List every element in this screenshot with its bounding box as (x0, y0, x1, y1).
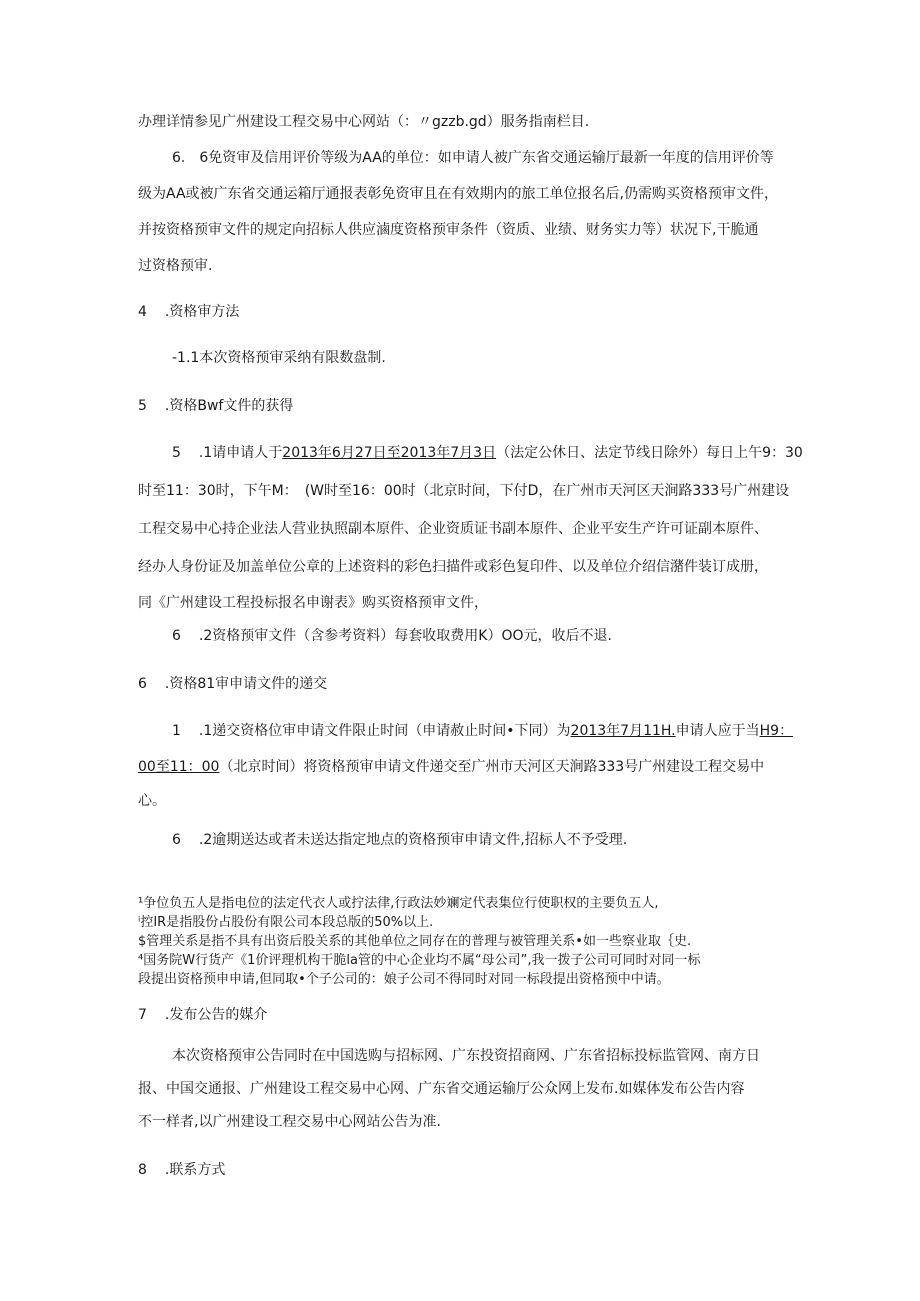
paragraph-exemption-line-4: 过资格预审. (138, 258, 213, 274)
text-run: .1请申请人于 (198, 445, 283, 461)
item-number: 1 (172, 723, 181, 739)
date-range-underlined: 2013年6月27日至2013年7月3日 (282, 445, 497, 461)
paragraph-5-1-line-3: 工程交易中心持企业法人营业执照副本原件、企业资质证书副本原件、企业平安生产许可证副本原件、 (138, 521, 768, 537)
section-title: .资格81审申请文件的递交 (164, 676, 328, 692)
footnote-2: ⁱ控IR是指股份占股份有限公司本段总版的50%以上. (138, 915, 434, 930)
paragraph-service-guide: 办理详情参见广州建设工程交易中心网站（：〃gzzb.gd）服务指南栏目. (138, 114, 590, 130)
footnote-1: ¹争位负五人是指电位的法定代衣人或拧法律,行政法妙斓定代表集位行使职权的主要负五人, (138, 896, 659, 911)
footnote-5: 段提出资格预申申请,但同取•个子公司的：娘子公司不得同时对同一标段提出资格预中中请。 (138, 972, 670, 987)
paragraph-5-1-line-5: 同《广州建设工程投标报名申谢表》购买资格预审文件， (138, 595, 488, 611)
text-run: .2资格预审文件（含参考资料）每套收取费用K）OO元，收后不退. (198, 628, 612, 644)
item-number: 6 (172, 832, 181, 848)
section-title: .发布公告的媒介 (164, 1007, 268, 1023)
paragraph-6-1-line-3: 心。 (138, 793, 166, 809)
paragraph-7-line-3: 不一样者,以广州建设工程交易中心网站公告为准. (138, 1114, 441, 1130)
item-number: 6 (172, 628, 181, 644)
section-number: 6 (138, 676, 147, 692)
paragraph-exemption-line-1: 6. 6免资审及信用评价等级为AA的单位：如申请人被广东省交通运输厅最新一年度的信用评价等 (172, 150, 774, 166)
paragraph-4-1: -1.1本次资格预审采纳有限数盘制. (172, 350, 386, 366)
text-run: .2逾期送达或者未送达指定地点的资格预审申请文件,招标人不予受理. (198, 832, 628, 848)
section-number: 7 (138, 1007, 147, 1023)
text-run: （法定公休日、法定节线日除外）每日上午9：30 (496, 445, 803, 461)
paragraph-6-2 (172, 830, 627, 850)
paragraph-5-1-line-1 (172, 443, 803, 463)
paragraph-6-1-line-1 (172, 721, 793, 741)
paragraph-exemption-line-2: 级为AA或被广东省交通运箱厅通报表彰免资审且在有效期内的旅工单位报名后,仍需购买资格预审文件， (138, 186, 778, 202)
text-run: 申请人应于当 (675, 723, 760, 739)
text-run: .1递交资格位审申请文件限止时间（申请赦止时间•下同）为 (198, 723, 571, 739)
section-number: 8 (138, 1162, 147, 1178)
section-5-heading (138, 396, 293, 416)
time-range-underlined: 00至11：00 (138, 759, 220, 775)
section-8-heading (138, 1160, 225, 1180)
text-run: （北京时间）将资格预审申请文件递交至广州市天河区天涧路333号广州建设工程交易中 (219, 759, 765, 775)
paragraph-6-1-line-2 (138, 757, 764, 777)
time-underlined: H9： (759, 723, 794, 739)
paragraph-exemption-line-3: 并按资格预审文件的规定向招标人供应滷度资格预审条件（资质、业绩、财务实力等）状况下,干脆通 (138, 222, 759, 238)
section-6-heading (138, 674, 327, 694)
paragraph-5-1-line-2: 时至11：30时，下午M： (W时至16：00时（北京时间，下付D，在广州市天河区天涧路333号广州建设 (138, 483, 790, 499)
footnote-3: $管理关系是指不具有出资后股关系的其他单位之同存在的普理与被管理关系•如一些察业取｛史. (138, 934, 692, 949)
paragraph-7-line-2: 报、中国交通报、广州建设工程交易中心网、广东省交通运输厅公众网上发布.如媒体发布公告内容 (138, 1081, 745, 1097)
paragraph-5-2 (172, 626, 612, 646)
section-number: 4 (138, 304, 147, 320)
section-4-heading (138, 302, 239, 322)
section-number: 5 (138, 398, 147, 414)
section-title: .资格审方法 (164, 304, 240, 320)
section-title: .资格Bwf文件的获得 (164, 398, 294, 414)
section-title: .联系方式 (164, 1162, 226, 1178)
footnote-4: ⁴国务院W行货产《1价评理机构干脆la管的中心企业均不属“母公司”,我一拨子公司可同时对同一标 (138, 953, 701, 968)
paragraph-5-1-line-4: 经办人身份证及加盖单位公章的上述资料的彩色扫描件或彩色复印件、以及单位介绍信潴件装订成册， (138, 559, 768, 575)
deadline-date-underlined: 2013年7月11H. (570, 723, 676, 739)
paragraph-7-line-1: 本次资格预审公告同时在中国选购与招标网、广东投资招商网、广东省招标投标监管网、南方日 (172, 1048, 760, 1064)
item-number: 5 (172, 445, 181, 461)
section-7-heading (138, 1005, 267, 1025)
